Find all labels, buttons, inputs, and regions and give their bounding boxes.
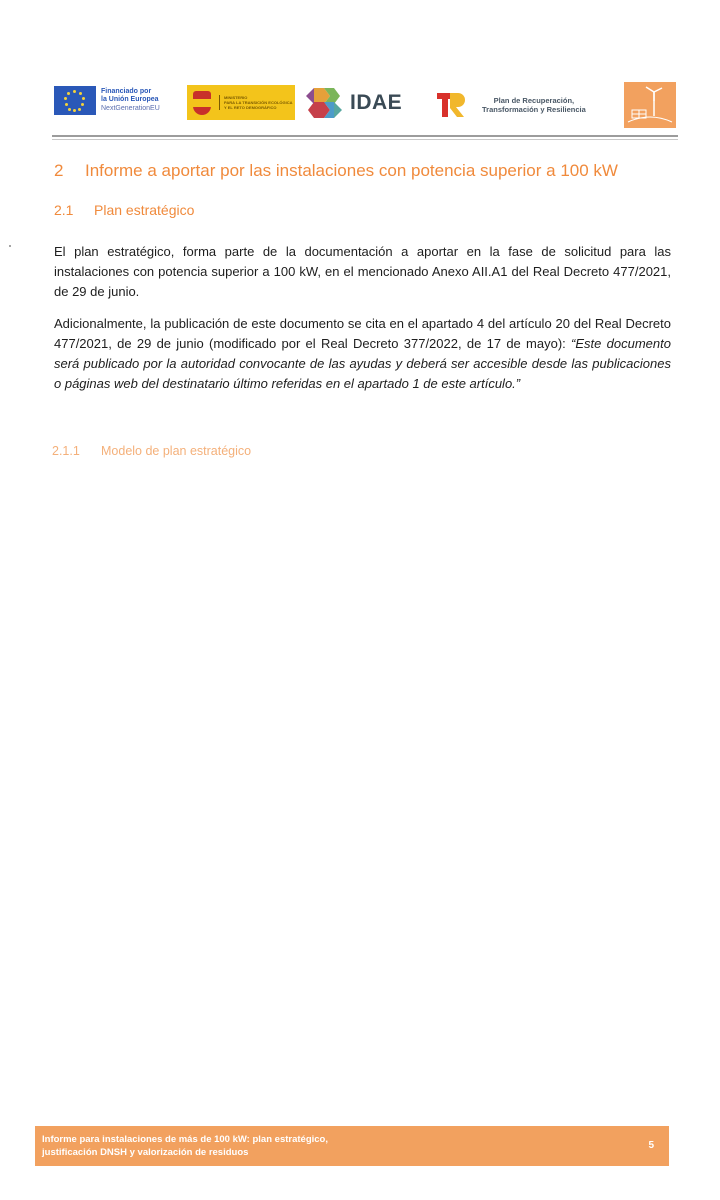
header-logos [52, 80, 678, 132]
page-number: 5 [648, 1140, 654, 1151]
recovery-plan-logo [436, 90, 586, 120]
gob-logo-line3: Y EL RETO DEMOGRÁFICO [219, 105, 293, 110]
eu-logo-line3: NextGenerationEU [101, 104, 160, 112]
paragraph-2 [54, 314, 671, 394]
header-divider-thin [52, 139, 678, 140]
subsection-heading [54, 202, 194, 218]
section-number: 2 [54, 161, 64, 180]
paragraph-2-quote: “Este documento será publicado por la autoridad convocante de las ayudas y deberá ser accesible desde las publicaciones o páginas web del destinatario último referidas en el apartado 1 de este artículo.” [54, 336, 671, 391]
footer-line1: Informe para instalaciones de más de 100 kW: plan estratégico, [42, 1134, 328, 1145]
tr-mark-icon [436, 90, 466, 120]
eu-flag-icon [54, 86, 96, 115]
section-title: Informe a aportar por las instalaciones con potencia superior a 100 kW [85, 161, 618, 180]
paragraph-2-text: Adicionalmente, la publicación de este documento se cita en el apartado 4 del artículo 20 del Real Decreto 477/2021, de 29 de junio (modificado por el Real Decreto 377/2022, de 17 de mayo): [54, 316, 671, 351]
recovery-logo-line1: Plan de Recuperación, [493, 96, 575, 105]
coat-of-arms-icon [193, 91, 211, 115]
eu-logo-line2: la Unión Europea [101, 96, 159, 104]
gob-logo-line2: PARA LA TRANSICIÓN ECOLÓGICA [219, 100, 293, 105]
header-divider [52, 135, 678, 137]
idae-logo [300, 86, 402, 120]
margin-mark [9, 245, 11, 247]
corner-logo [624, 82, 676, 128]
footer-line2: justificación DNSH y valorización de residuos [42, 1147, 249, 1158]
gobierno-logo [187, 85, 295, 120]
subsubsection-title: Modelo de plan estratégico [101, 444, 252, 458]
subsection-title: Plan estratégico [94, 202, 195, 218]
section-heading [54, 161, 618, 181]
subsubsection-number: 2.1.1 [52, 444, 80, 458]
idae-logo-text: IDAE [350, 91, 403, 114]
wind-solar-icon [624, 82, 676, 128]
gob-logo-line1: MINISTERIO [219, 95, 293, 100]
eu-logo [54, 86, 160, 115]
eu-logo-line1: Financiado por [101, 87, 152, 95]
subsection-number: 2.1 [54, 202, 74, 218]
paragraph-1: El plan estratégico, forma parte de la documentación a aportar en la fase de solicitud para las instalaciones con potencia superior a 100 kW, en el mencionado Anexo AII.A1 del Real Decreto 477/2021, de 29 de junio. [54, 244, 671, 299]
recovery-logo-line2: Transformación y Resiliencia [482, 105, 586, 114]
idae-mark-icon [300, 86, 348, 120]
subsubsection-heading [52, 444, 251, 458]
page-footer [35, 1126, 669, 1166]
